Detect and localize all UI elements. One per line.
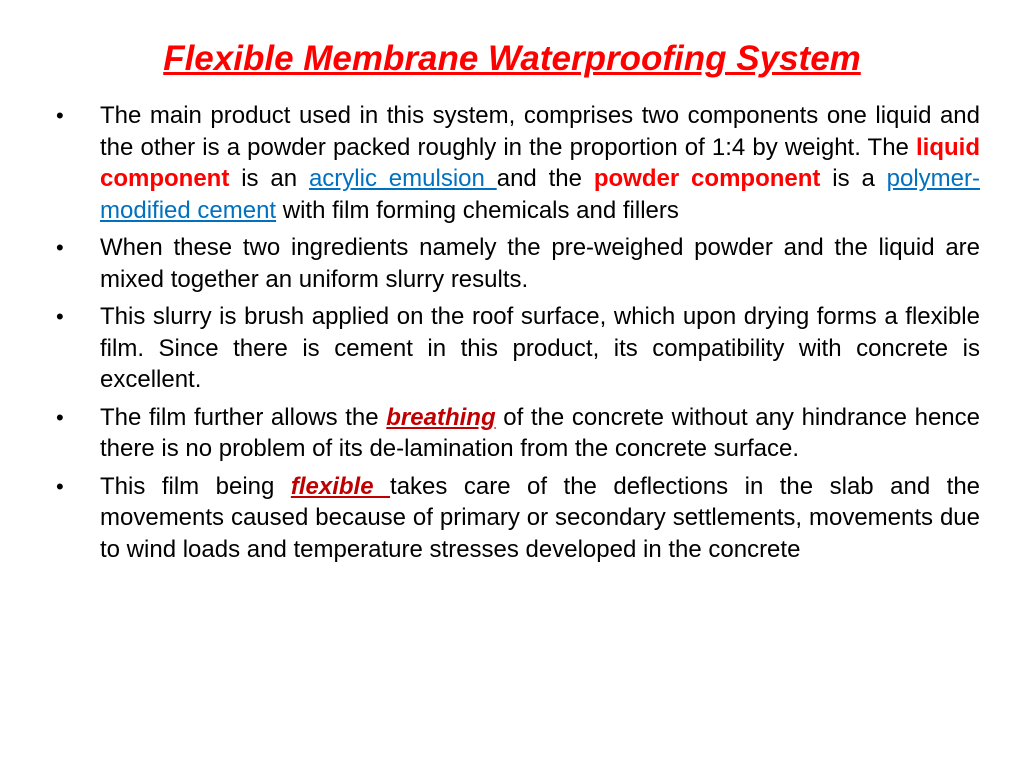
bullet-dot-icon: •: [56, 304, 64, 329]
bullet-dot-icon: •: [56, 473, 64, 499]
slide-title: Flexible Membrane Waterproofing System: [163, 39, 861, 78]
powder-component-highlight: powder component: [593, 165, 821, 192]
bullet-dot-icon: •: [56, 103, 64, 128]
bullet-item-3: [56, 301, 980, 396]
bullet-item-4: [56, 402, 980, 465]
acrylic-emulsion-link[interactable]: acrylic emulsion: [308, 165, 497, 192]
breathing-emphasis: breathing: [386, 403, 496, 431]
bullet-dot-icon: •: [56, 404, 64, 430]
bullet-5-text-2: takes care of the deflections in the slab and the movements caused because of primary or secondary settlements, movements due to wind loads and temperature stresses developed in the concrete: [100, 472, 981, 563]
bullet-4-text-2: of the concrete without any hindrance hence there is no problem of its de-lamination from the concrete surface.: [100, 403, 980, 462]
liquid-component-highlight: liquid component: [100, 133, 980, 192]
bullet-1-text-5: with film forming chemicals and fillers: [276, 196, 679, 224]
bullet-item-1: [56, 100, 980, 226]
bullet-item-5: [56, 471, 980, 566]
bullet-list: [56, 100, 980, 571]
bullet-2-text-1: When these two ingredients namely the pre-weighed powder and the liquid are mixed together an uniform slurry results.: [100, 234, 980, 293]
flexible-emphasis: flexible: [290, 472, 391, 500]
bullet-item-2: [56, 232, 980, 295]
bullet-1-text-1: The main product used in this system, comprises two components one liquid and the other is a powder packed roughly in the proportion of 1:4 by weight. The: [100, 102, 980, 161]
bullet-1-text-4: is a: [820, 165, 887, 192]
bullet-dot-icon: •: [56, 235, 64, 260]
bullet-5-text-1: This film being: [100, 472, 291, 500]
bullet-3-text-1: This slurry is brush applied on the roof surface, which upon drying forms a flexible film. Since there is cement in this product, its compatibility with concrete is excellent.: [100, 303, 980, 393]
polymer-modified-cement-link[interactable]: polymer-modified cement: [100, 165, 981, 224]
bullet-4-text-1: The film further allows the: [100, 403, 387, 431]
bullet-1-text-2: is an: [229, 165, 309, 192]
bullet-1-text-3: and the: [496, 165, 594, 192]
